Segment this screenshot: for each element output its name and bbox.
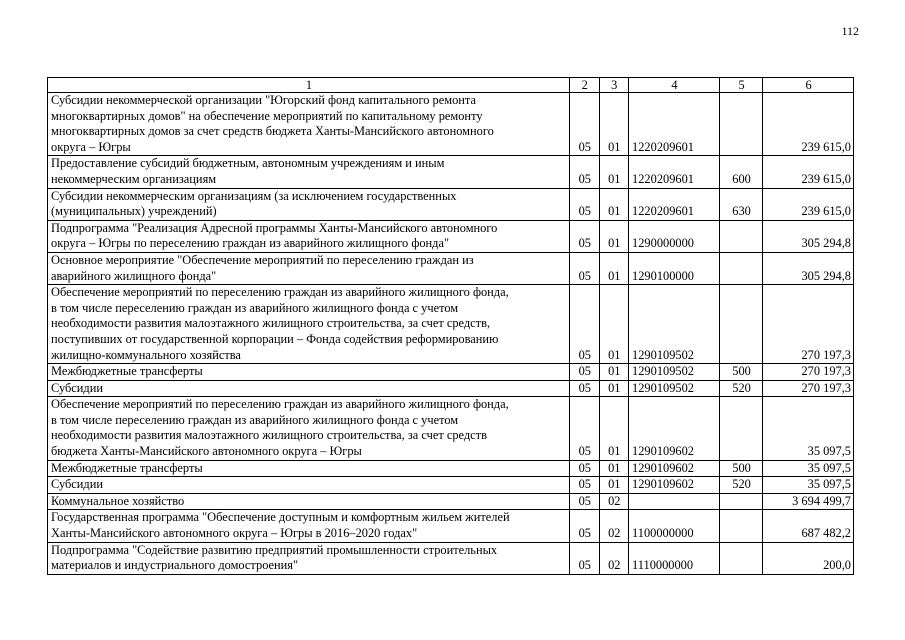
column-header: 1 (48, 78, 570, 93)
item-name-line: округа – Югры по переселению граждан из аварийного жилищного фонда" (51, 236, 450, 251)
target-article-cell: 1290109502 (629, 285, 720, 364)
expense-type-cell (719, 510, 762, 542)
item-name-cell (48, 252, 570, 284)
target-article-cell: 1110000000 (629, 542, 720, 574)
subsection-code-cell: 02 (599, 542, 629, 574)
expense-type-cell: 630 (719, 188, 762, 220)
column-header: 4 (629, 78, 720, 93)
target-article-cell: 1290109602 (629, 460, 720, 477)
item-name-line: многоквартирных домов" на обеспечение мероприятий по капитальному ремонту (51, 108, 483, 123)
item-name-cell (48, 380, 570, 397)
item-name-line: поступивших от государственной корпорации – Фонда содействия реформированию (51, 331, 499, 346)
subsection-code-cell: 01 (599, 364, 629, 381)
budget-table (47, 77, 854, 575)
table-row (48, 460, 854, 477)
target-article-cell: 1290000000 (629, 220, 720, 252)
item-name-cell (48, 510, 570, 542)
target-article-cell: 1220209601 (629, 188, 720, 220)
target-article-cell: 1290109502 (629, 380, 720, 397)
expense-type-cell: 600 (719, 156, 762, 188)
section-code-cell: 05 (570, 397, 600, 460)
section-code-cell: 05 (570, 542, 600, 574)
amount-cell: 270 197,3 (763, 364, 854, 381)
item-name-line: Государственная программа "Обеспечение доступным и комфортным жильем жителей (51, 510, 510, 525)
item-name-line: некоммерческим организациям (51, 171, 217, 186)
item-name-cell (48, 285, 570, 364)
item-name-cell (48, 93, 570, 156)
item-name-line: Коммунальное хозяйство (51, 493, 185, 508)
item-name-line: Ханты-Мансийского автономного округа – Югры в 2016–2020 годах" (51, 526, 418, 541)
subsection-code-cell: 01 (599, 397, 629, 460)
expense-type-cell (719, 220, 762, 252)
expense-type-cell (719, 252, 762, 284)
table-row (48, 510, 854, 542)
expense-type-cell: 520 (719, 380, 762, 397)
target-article-cell: 1290109602 (629, 477, 720, 494)
amount-cell: 3 694 499,7 (763, 493, 854, 510)
amount-cell: 239 615,0 (763, 93, 854, 156)
expense-type-cell (719, 285, 762, 364)
subsection-code-cell: 01 (599, 220, 629, 252)
table-row (48, 252, 854, 284)
item-name-line: Обеспечение мероприятий по переселению граждан из аварийного жилищного фонда, (51, 285, 509, 300)
section-code-cell: 05 (570, 477, 600, 494)
amount-cell: 687 482,2 (763, 510, 854, 542)
subsection-code-cell: 01 (599, 477, 629, 494)
item-name-cell (48, 156, 570, 188)
section-code-cell: 05 (570, 188, 600, 220)
amount-cell: 270 197,3 (763, 380, 854, 397)
amount-cell: 305 294,8 (763, 252, 854, 284)
expense-type-cell: 520 (719, 477, 762, 494)
section-code-cell: 05 (570, 460, 600, 477)
column-header: 3 (599, 78, 629, 93)
subsection-code-cell: 01 (599, 156, 629, 188)
section-code-cell: 05 (570, 493, 600, 510)
item-name-line: в том числе переселению граждан из аварийного жилищного фонда с учетом (51, 412, 459, 427)
column-header: 6 (763, 78, 854, 93)
table-row (48, 477, 854, 494)
item-name-line: Субсидии (51, 477, 103, 492)
amount-cell: 270 197,3 (763, 285, 854, 364)
subsection-code-cell: 01 (599, 460, 629, 477)
expense-type-cell (719, 397, 762, 460)
item-name-cell (48, 542, 570, 574)
target-article-cell: 1100000000 (629, 510, 720, 542)
subsection-code-cell: 01 (599, 252, 629, 284)
amount-cell: 239 615,0 (763, 156, 854, 188)
subsection-code-cell: 02 (599, 493, 629, 510)
table-row (48, 364, 854, 381)
target-article-cell: 1290109502 (629, 364, 720, 381)
item-name-line: многоквартирных домов за счет средств бюджета Ханты-Мансийского автономного (51, 124, 494, 139)
section-code-cell: 05 (570, 510, 600, 542)
table-row (48, 188, 854, 220)
amount-cell: 35 097,5 (763, 397, 854, 460)
expense-type-cell (719, 93, 762, 156)
expense-type-cell: 500 (719, 364, 762, 381)
table-row (48, 93, 854, 156)
amount-cell: 35 097,5 (763, 477, 854, 494)
target-article-cell (629, 493, 720, 510)
column-header: 5 (719, 78, 762, 93)
subsection-code-cell: 01 (599, 93, 629, 156)
table-row (48, 493, 854, 510)
item-name-line: (муниципальных) учреждений) (51, 204, 217, 219)
section-code-cell: 05 (570, 285, 600, 364)
item-name-cell (48, 364, 570, 381)
item-name-cell (48, 493, 570, 510)
item-name-line: жилищно-коммунального хозяйства (51, 347, 241, 362)
item-name-cell (48, 460, 570, 477)
section-code-cell: 05 (570, 156, 600, 188)
amount-cell: 239 615,0 (763, 188, 854, 220)
item-name-line: Обеспечение мероприятий по переселению граждан из аварийного жилищного фонда, (51, 397, 509, 412)
subsection-code-cell: 01 (599, 285, 629, 364)
expense-type-cell (719, 493, 762, 510)
item-name-line: Предоставление субсидий бюджетным, автономным учреждениям и иным (51, 156, 445, 171)
table-row (48, 220, 854, 252)
item-name-line: необходимости развития малоэтажного жилищного строительства, за счет средств (51, 428, 487, 443)
item-name-line: Подпрограмма "Реализация Адресной программы Ханты-Мансийского автономного (51, 220, 498, 235)
item-name-line: Межбюджетные трансферты (51, 364, 203, 379)
item-name-cell (48, 188, 570, 220)
table-row (48, 285, 854, 364)
item-name-line: Субсидии (51, 380, 103, 395)
target-article-cell: 1220209601 (629, 93, 720, 156)
item-name-line: материалов и индустриального домостроения" (51, 558, 299, 573)
target-article-cell: 1290109602 (629, 397, 720, 460)
item-name-line: Субсидии некоммерческой организации "Югорский фонд капитального ремонта (51, 93, 476, 107)
table-header-row (48, 78, 854, 93)
table-row (48, 380, 854, 397)
amount-cell: 305 294,8 (763, 220, 854, 252)
subsection-code-cell: 01 (599, 380, 629, 397)
amount-cell: 200,0 (763, 542, 854, 574)
item-name-cell (48, 397, 570, 460)
table-row (48, 542, 854, 574)
column-header: 2 (570, 78, 600, 93)
item-name-line: в том числе переселению граждан из аварийного жилищного фонда с учетом (51, 300, 459, 315)
item-name-line: Субсидии некоммерческим организациям (за исключением государственных (51, 188, 457, 203)
section-code-cell: 05 (570, 380, 600, 397)
amount-cell: 35 097,5 (763, 460, 854, 477)
target-article-cell: 1220209601 (629, 156, 720, 188)
section-code-cell: 05 (570, 364, 600, 381)
item-name-line: Подпрограмма "Содействие развитию предприятий промышленности строительных (51, 542, 498, 557)
subsection-code-cell: 01 (599, 188, 629, 220)
item-name-line: округа – Югры (51, 139, 131, 154)
page-number: 112 (841, 24, 859, 38)
item-name-line: бюджета Ханты-Мансийского автономного округа – Югры (51, 444, 362, 459)
subsection-code-cell: 02 (599, 510, 629, 542)
item-name-line: Основное мероприятие "Обеспечение мероприятий по переселению граждан из (51, 252, 474, 267)
item-name-line: необходимости развития малоэтажного жилищного строительства, за счет средств, (51, 316, 491, 331)
item-name-cell (48, 477, 570, 494)
item-name-line: Межбюджетные трансферты (51, 460, 203, 475)
table-row (48, 397, 854, 460)
section-code-cell: 05 (570, 252, 600, 284)
expense-type-cell: 500 (719, 460, 762, 477)
target-article-cell: 1290100000 (629, 252, 720, 284)
section-code-cell: 05 (570, 93, 600, 156)
item-name-cell (48, 220, 570, 252)
table-row (48, 156, 854, 188)
expense-type-cell (719, 542, 762, 574)
section-code-cell: 05 (570, 220, 600, 252)
item-name-line: аварийного жилищного фонда" (51, 268, 217, 283)
